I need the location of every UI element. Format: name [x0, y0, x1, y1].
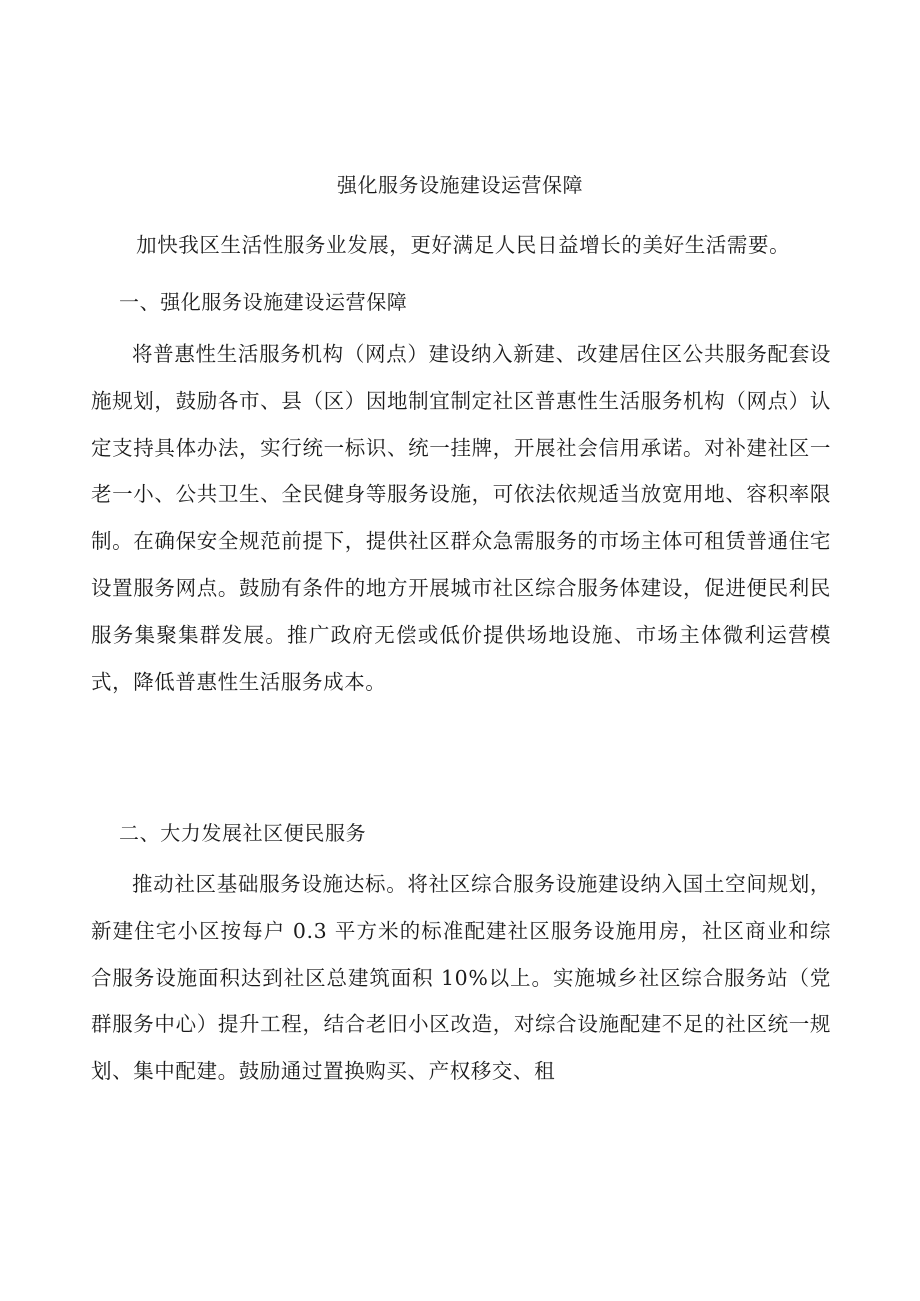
document-title: 强化服务设施建设运营保障: [337, 173, 583, 197]
section-1-paragraph: 将普惠性生活服务机构（网点）建设纳入新建、改建居住区公共服务配套设施规划，鼓励各市、县（区）因地制宜制定社区普惠性生活服务机构（网点）认定支持具体办法，实行统一标识、统一挂牌，开展社会信用承诺。对补建社区一老一小、公共卫生、全民健身等服务设施，可依法依规适当放宽用地、容积率限制。在确保安全规范前提下，提供社区群众急需服务的市场主体可租赁普通住宅设置服务网点。鼓励有条件的地方开展城市社区综合服务体建设，促进便民利民服务集聚集群发展。推广政府无偿或低价提供场地设施、市场主体微利运营模式，降低普惠性生活服务成本。: [91, 342, 831, 694]
section-1-heading: 一、强化服务设施建设运营保障: [119, 290, 408, 314]
intro-paragraph: 加快我区生活性服务业发展，更好满足人民日益增长的美好生活需要。: [136, 233, 791, 257]
section-2-paragraph: 推动社区基础服务设施达标。将社区综合服务设施建设纳入国土空间规划，新建住宅小区按每户 0.3 平方米的标准配建社区服务设施用房，社区商业和综合服务设施面积达到社区总建筑面积 10%以上。实施城乡社区综合服务站（党群服务中心）提升工程，结合老旧小区改造，对综合设施配建不足的社区统一规划、集中配建。鼓励通过置换购买、产权移交、租: [91, 872, 831, 1084]
section-2-heading: 二、大力发展社区便民服务: [119, 821, 367, 845]
